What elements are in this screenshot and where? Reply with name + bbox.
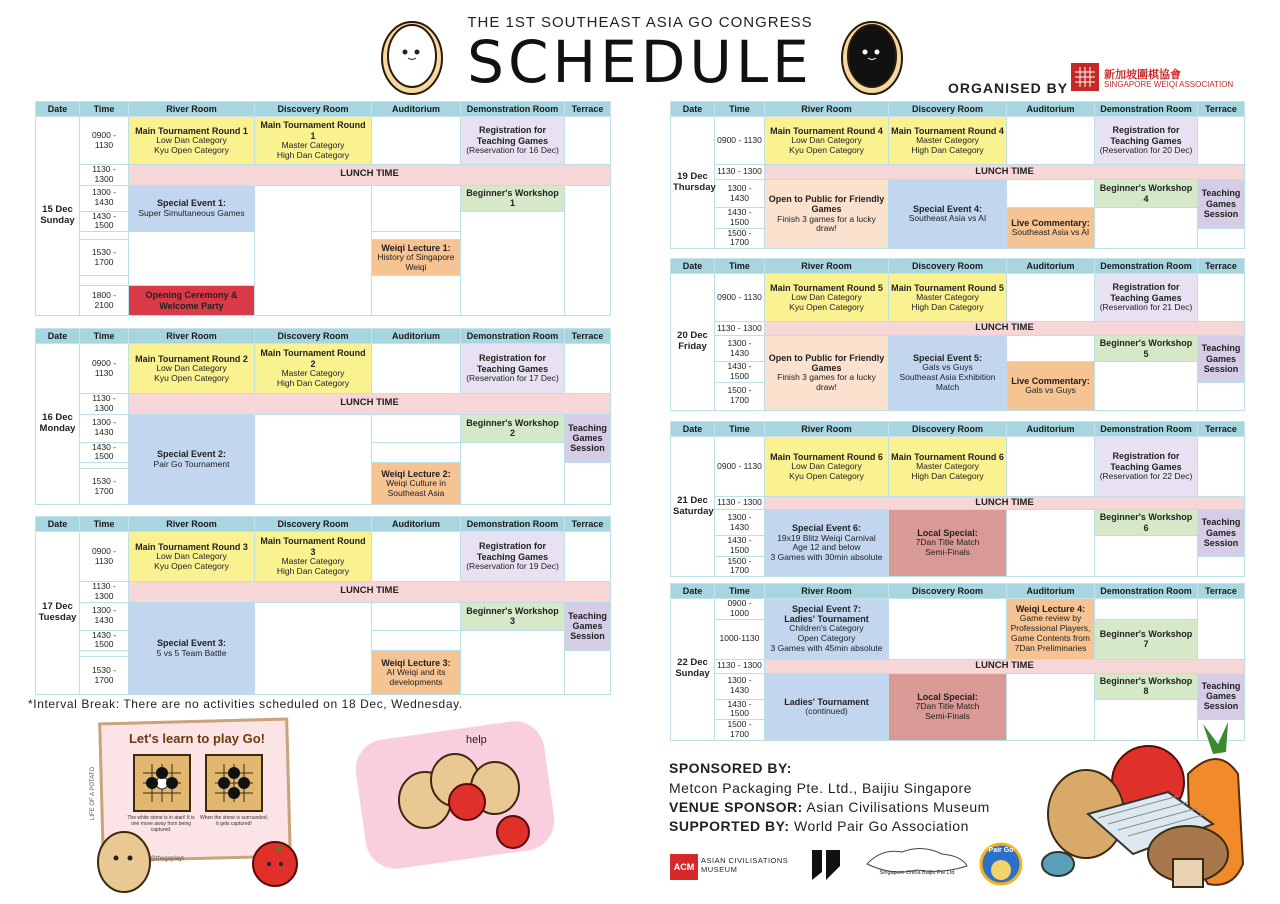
date-cell: 16 Dec Monday: [36, 344, 80, 505]
event-cell: Teaching Games Session: [565, 602, 611, 651]
page-title: SCHEDULE: [467, 28, 813, 96]
date-cell: 17 Dec Tuesday: [36, 532, 80, 695]
schedule-table-21-dec: Date Time River Room Discovery Room Auditorium Demonstration Room Terrace 21 Dec Saturday 0900 - 1130 Main Tournament Round 6 Low Dan Category Kyu Open Category Main Tournament Round 6 Master Category High Dan Category Registration for Teaching Games (Reservation for 22 Dec) 1130 - 1300 LUNCH TIME 1300 - 1430 Special Event 6: 19x19 Blitz Weiqi Carnival Age 12 and below 3 Games with 30min absolute Local Special: 7Dan Title Match Semi-Finals Beginner's Workshop 6 Teaching Games Session 1430 - 1500 1500 - 1700: [670, 421, 1245, 577]
tomato-character-icon: [248, 836, 302, 888]
event-cell: Open to Public for Friendly Games Finish 3 games for a lucky draw!: [765, 180, 889, 249]
potatoes-tomato-group-icon: [395, 740, 545, 850]
col-river: River Room: [129, 102, 255, 117]
social-handle: @thegoplayt: [150, 856, 184, 862]
date-cell: 22 Dec Sunday: [671, 599, 715, 741]
organiser-name-en: SINGAPORE WEIQI ASSOCIATION: [1104, 80, 1234, 89]
baijiu-logo-text: Singapore China Baijiu Pte Ltd: [879, 870, 955, 876]
event-cell: Opening Ceremony & Welcome Party: [129, 286, 255, 316]
event-cell: Registration for Teaching Games (Reservation for 16 Dec): [461, 117, 565, 165]
event-cell: Special Event 1: Super Simultaneous Games: [129, 185, 255, 232]
pair-go-logo-text: Pair Go: [988, 847, 1014, 854]
event-cell: Weiqi Lecture 2: Weiqi Culture in Southeast Asia: [372, 463, 461, 505]
event-cell: Registration for Teaching Games (Reservation for 17 Dec): [461, 344, 565, 394]
acm-logo: ACM: [670, 854, 698, 880]
congress-subtitle: THE 1ST SOUTHEAST ASIA GO CONGRESS: [467, 14, 813, 31]
col-demo: Demonstration Room: [461, 102, 565, 117]
lunch-cell: LUNCH TIME: [129, 165, 611, 186]
metcon-logo-icon: [808, 846, 844, 884]
event-cell: Special Event 4: Southeast Asia vs AI: [889, 180, 1007, 249]
help-bubble: help: [466, 734, 487, 746]
col-terrace: Terrace: [565, 102, 611, 117]
venue-sponsor: VENUE SPONSOR: Asian Civilisations Museum: [669, 799, 990, 815]
supported-by: SUPPORTED BY: World Pair Go Association: [669, 818, 969, 834]
interval-break-note: *Interval Break: There are no activities scheduled on 18 Dec, Wednesday.: [28, 697, 463, 711]
col-discovery: Discovery Room: [255, 102, 372, 117]
date-cell: 20 Dec Friday: [671, 274, 715, 411]
date-cell: 21 Dec Saturday: [671, 437, 715, 577]
event-cell: Teaching Games Session: [565, 414, 611, 463]
go-board-capture-icon: [205, 754, 263, 812]
event-cell: Live Commentary: Southeast Asia vs AI: [1007, 208, 1095, 249]
event-cell: Main Tournament Round 1 Low Dan Category Kyu Open Category: [129, 117, 255, 165]
sponsored-by-heading: SPONSORED BY:: [669, 760, 792, 776]
schedule-table-16-dec: Date Time River Room Discovery Room Auditorium Demonstration Room Terrace 16 Dec Monday 0900 - 1130 Main Tournament Round 2 Low Dan Category Kyu Open Category Main Tournament Round 2 Master Category High Dan Category Registration for Teaching Games (Reservation for 17 Dec) 1130 - 1300 LUNCH TIME 1300 - 1430 Special Event 2: Pair Go Tournament Beginner's Workshop 2 Teaching Games Session 1430 - 1500 Weiqi Lecture 2: Weiqi Culture in Southeast Asia 1530 - 1700: [35, 328, 611, 505]
event-cell: Beginner's Workshop 2: [461, 414, 565, 442]
schedule-table-17-dec: Date Time River Room Discovery Room Auditorium Demonstration Room Terrace 17 Dec Tuesday 0900 - 1130 Main Tournament Round 3 Low Dan Category Kyu Open Category Main Tournament Round 3 Master Category High Dan Category Registration for Teaching Games (Reservation for 19 Dec) 1130 - 1300 LUNCH TIME 1300 - 1430 Special Event 3: 5 vs 5 Team Battle Beginner's Workshop 3 Teaching Games Session 1430 - 1500 Weiqi Lecture 3: AI Weiqi and its developments 1530 - 1700: [35, 516, 611, 695]
schedule-table-22-dec: Date Time River Room Discovery Room Auditorium Demonstration Room Terrace 22 Dec Sunday 0900 - 1000 Special Event 7: Ladies' Tournament Children's Category Open Category 3 Games with 45min absolute Weiqi Lecture 4: Game review by Professional Players, Game Contents from 7Dan Preliminaries 1000-1130 Beginner's Workshop 7 1130 - 1300 LUNCH TIME 1300 - 1430 Ladies' Tournament (continued) Local Special: 7Dan Title Match Semi-Finals Beginner's Workshop 8 Teaching Games Session 1430 - 1500 1500 - 1700: [670, 583, 1245, 741]
organiser-name-cn: 新加坡圍棋協會: [1104, 69, 1181, 81]
event-cell: Local Special: 7Dan Title Match Semi-Finals: [889, 510, 1007, 577]
event-cell: Registration for Teaching Games (Reservation for 19 Dec): [461, 532, 565, 582]
sponsor-names: Metcon Packaging Pte. Ltd., Baijiu Singapore: [669, 780, 972, 796]
event-cell: Main Tournament Round 3 Master Category High Dan Category: [255, 532, 372, 582]
time-cell: 0900 - 1130: [80, 117, 129, 165]
event-cell: Main Tournament Round 1 Master Category High Dan Category: [255, 117, 372, 165]
date-cell: 15 Dec Sunday: [36, 117, 80, 316]
go-board-atari-icon: [133, 754, 191, 812]
caption-capture: When the stone is surrounded, it gets captured!: [199, 815, 269, 827]
organised-by-label: ORGANISED BY: [948, 80, 1069, 96]
col-time: Time: [80, 102, 129, 117]
event-cell: Beginner's Workshop 3: [461, 602, 565, 630]
event-cell: Special Event 2: Pair Go Tournament: [129, 414, 255, 505]
caption-atari: The white stone is in atari! It is one move away from being captured.: [127, 815, 195, 833]
schedule-table-19-dec: Date Time River Room Discovery Room Auditorium Demonstration Room Terrace 19 Dec Thursday 0900 - 1130 Main Tournament Round 4 Low Dan Category Kyu Open Category Main Tournament Round 4 Master Category High Dan Category Registration for Teaching Games (Reservation for 20 Dec) 1130 - 1300 LUNCH TIME 1300 - 1430 Open to Public for Friendly Games Finish 3 games for a lucky draw! Special Event 4: Southeast Asia vs AI Beginner's Workshop 4 Teaching Games Session 1430 - 1500 Live Commentary: Southeast Asia vs AI 1500 - 1700: [670, 101, 1245, 249]
potato-character-icon: [94, 826, 154, 894]
schedule-table-20-dec: Date Time River Room Discovery Room Auditorium Demonstration Room Terrace 20 Dec Friday 0900 - 1130 Main Tournament Round 5 Low Dan Category Kyu Open Category Main Tournament Round 5 Master Category High Dan Category Registration for Teaching Games (Reservation for 21 Dec) 1130 - 1300 LUNCH TIME 1300 - 1430 Open to Public for Friendly Games Finish 3 games for a lucky draw! Special Event 5: Gals vs Guys Southeast Asia Exhibition Match Beginner's Workshop 5 Teaching Games Session 1430 - 1500 Live Commentary: Gals vs Guys 1500 - 1700: [670, 258, 1245, 411]
date-cell: 19 Dec Thursday: [671, 117, 715, 249]
schedule-table-15-dec: Date Time River Room Discovery Room Auditorium Demonstration Room Terrace 15 Dec Sunday 0900 - 1130 Main Tournament Round 1 Low Dan Category Kyu Open Category Main Tournament Round 1 Master Category High Dan Category Registration for Teaching Games (Reservation for 16 Dec) 1130 - 1300 LUNCH TIME 1300 - 1430 Special Event 1: Super Simultaneous Games Beginner's Workshop 1 1430 - 1500 1530 - 1700 Weiqi Lecture 1: History of Singapore Weiqi 1800 - 2100 Opening Ceremony & Welcome Party: [35, 101, 611, 316]
learn-go-title: Let's learn to play Go!: [128, 731, 265, 746]
event-cell: Main Tournament Round 3 Low Dan Category Kyu Open Category: [129, 532, 255, 582]
event-cell: Special Event 3: 5 vs 5 Team Battle: [129, 602, 255, 695]
table-header-row: [36, 102, 611, 117]
vegetables-go-board-icon: [1038, 714, 1260, 894]
event-cell: Main Tournament Round 2 Master Category High Dan Category: [255, 344, 372, 394]
event-cell: Beginner's Workshop 1: [461, 185, 565, 211]
side-label: LIFE OF A POTATO: [90, 766, 96, 820]
acm-logo-name: ASIAN CIVILISATIONS MUSEUM: [701, 856, 789, 874]
event-cell: Weiqi Lecture 1: History of Singapore Weiqi: [372, 240, 461, 276]
col-date: Date: [36, 102, 80, 117]
col-auditorium: Auditorium: [372, 102, 461, 117]
event-cell: Weiqi Lecture 3: AI Weiqi and its developments: [372, 651, 461, 695]
event-cell: Main Tournament Round 2 Low Dan Category Kyu Open Category: [129, 344, 255, 394]
weiqi-association-logo-icon: [1070, 62, 1100, 92]
